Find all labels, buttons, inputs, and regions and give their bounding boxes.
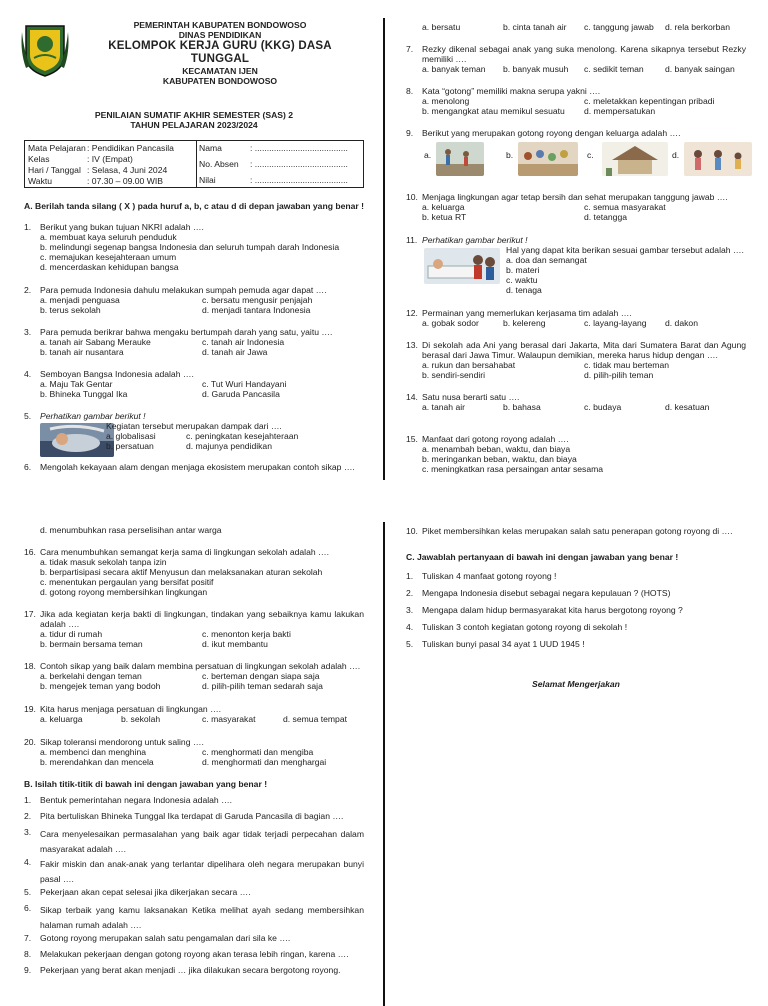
info-box-divider <box>196 141 197 187</box>
option-a[interactable]: a. tanah air Sabang Merauke <box>40 337 151 347</box>
essay-item[interactable] <box>406 622 746 639</box>
option-a[interactable]: a. gobak sodor <box>422 318 479 328</box>
header-line-2: DINAS PENDIDIKAN <box>178 30 262 40</box>
question-number: 8. <box>406 86 414 96</box>
option-d[interactable]: d. tanah air Jawa <box>202 347 268 357</box>
option-a[interactable]: a. banyak teman <box>422 64 486 74</box>
question-15 <box>406 434 746 474</box>
option-c[interactable]: c. masyarakat <box>202 714 256 724</box>
question-sub-stem: Kegiatan tersebut merupakan dampak dari …. <box>106 421 282 431</box>
question-stem: Sikap toleransi mendorong untuk saling …. <box>40 737 204 747</box>
section-b-heading: B. Isilah titik-titik di bawah ini dengan jawaban yang benar ! <box>24 779 268 789</box>
question-stem: Perhatikan gambar berikut ! <box>422 235 528 245</box>
info-kelas-value: : IV (Empat) <box>87 154 133 164</box>
option-d[interactable]: d. ikut membantu <box>202 639 268 649</box>
info-absen-label: No. Absen <box>199 159 239 169</box>
option-b[interactable]: b. terus sekolah <box>40 305 101 315</box>
closing-message: Selamat Mengerjakan <box>532 679 620 689</box>
question-10 <box>406 192 746 222</box>
option-c[interactable]: c. meletakkan kepentingan pribadi <box>584 96 715 106</box>
question-number: 18. <box>24 661 36 671</box>
option-c[interactable]: c. tanah air Indonesia <box>202 337 285 347</box>
fill-item-10[interactable] <box>406 526 746 536</box>
option-a[interactable]: a. membenci dan menghina <box>40 747 147 757</box>
question-stem: Di sekolah ada Ani yang berasal dari Jakarta, Mita dari Sumatera Barat dan Agung berasal dari Jawa Timur. Walaupun demikian, mereka harus hidup dengan …. <box>422 340 746 360</box>
option-c[interactable]: c. menghormati dan mengiba <box>202 747 314 757</box>
question-number: 4. <box>24 369 32 379</box>
column-divider-top <box>383 18 385 480</box>
exam-title-line-2: TAHUN PELAJARAN 2023/2024 <box>130 120 258 130</box>
info-nilai-field[interactable]: : ....................................... <box>250 175 348 185</box>
house-building-image[interactable] <box>602 142 668 176</box>
option-d[interactable]: d. pilih-pilih teman <box>584 370 654 380</box>
option-c[interactable]: c. <box>587 150 594 160</box>
header-line-3b: TUNGGAL <box>190 53 250 65</box>
info-nama-label: Nama <box>199 143 222 153</box>
option-d[interactable]: d. majunya pendidikan <box>186 441 272 451</box>
item-number: 3. <box>406 605 414 615</box>
item-number: 1. <box>24 795 32 805</box>
option-b[interactable]: b. materi <box>506 265 540 275</box>
question-number: 12. <box>406 308 418 318</box>
option-a[interactable]: a. menambah beban, waktu, dan biaya <box>422 444 571 454</box>
option-c[interactable]: c. peningkatan kesejahteraan <box>186 431 299 441</box>
question-number: 19. <box>24 704 36 714</box>
question-stem: Manfaat dari gotong royong adalah …. <box>422 434 569 444</box>
option-d[interactable]: d. menjadi tantara Indonesia <box>202 305 311 315</box>
question-2 <box>24 285 364 315</box>
question-13 <box>406 340 746 380</box>
question-stem: Rezky dikenal sebagai anak yang suka menolong. Karena sikapnya tersebut Rezky memiliki …. <box>422 44 746 64</box>
option-a[interactable]: a. globalisasi <box>106 431 156 441</box>
student-info-box <box>24 140 364 188</box>
fill-item[interactable] <box>24 857 364 887</box>
option-d[interactable]: d. menghormati dan menghargai <box>202 757 327 767</box>
fill-item[interactable] <box>24 887 364 903</box>
option-b[interactable]: b. cinta tanah air <box>503 22 567 32</box>
family-cleaning-image[interactable] <box>436 142 484 176</box>
item-text: Tuliskan 3 contoh kegiatan gotong royong di sekolah ! <box>422 622 628 632</box>
item-number: 1. <box>406 571 414 581</box>
option-b[interactable]: b. meringankan beban, waktu, dan biaya <box>422 454 577 464</box>
question-20 <box>24 737 364 767</box>
option-b[interactable]: b. merendahkan dan mencela <box>40 757 154 767</box>
header-line-3: KELOMPOK KERJA GURU (KKG) DASA <box>108 40 332 52</box>
option-d[interactable]: d. mempersatukan <box>584 106 656 116</box>
info-nama-field[interactable]: : ....................................... <box>250 143 348 153</box>
question-sub-stem: Hal yang dapat kita berikan sesuai gambar tersebut adalah …. <box>506 245 744 255</box>
question-stem: Cara menumbuhkan semangat kerja sama di lingkungan sekolah adalah …. <box>40 547 330 557</box>
info-absen-field[interactable]: : ....................................... <box>250 159 348 169</box>
option-a[interactable]: a. berkelahi dengan teman <box>40 671 142 681</box>
option-a[interactable]: a. menjadi penguasa <box>40 295 120 305</box>
option-a[interactable]: a. Maju Tak Gentar <box>40 379 113 389</box>
item-number: 6. <box>24 903 32 913</box>
question-number: 1. <box>24 222 32 232</box>
question-number: 20. <box>24 737 36 747</box>
question-19 <box>24 704 364 724</box>
fill-item[interactable] <box>24 827 364 857</box>
question-8 <box>406 86 746 116</box>
question-stem: Kata “gotong” memiliki makna serupa yakni …. <box>422 86 601 96</box>
question-stem: Perhatikan gambar berikut ! <box>40 411 146 421</box>
option-b[interactable]: b. persatuan <box>106 441 154 451</box>
regency-emblem-logo <box>20 22 70 78</box>
option-d[interactable]: d. tenaga <box>506 285 542 295</box>
option-b[interactable]: b. sendiri-sendiri <box>422 370 486 380</box>
option-a[interactable]: a. keluarga <box>422 202 465 212</box>
option-c[interactable]: c. bersatu mengusir penjajah <box>202 295 313 305</box>
item-text: Pita bertuliskan Bhineka Tunggal Ika terdapat di Garuda Pancasila di bagian …. <box>40 811 344 821</box>
option-d[interactable]: d. rela berkorban <box>665 22 730 32</box>
question-number: 16. <box>24 547 36 557</box>
community-crowd-image[interactable] <box>518 142 578 176</box>
question-12 <box>406 308 746 328</box>
section-a-heading: A. Berilah tanda silang ( X ) pada huruf a, b, c atau d di depan jawaban yang benar ! <box>24 201 364 211</box>
option-c[interactable]: c. layang-layang <box>584 318 647 328</box>
question-number: 7. <box>406 44 414 54</box>
fill-item[interactable] <box>24 949 364 965</box>
question-number: 13. <box>406 340 418 350</box>
option-d[interactable]: d. mencerdaskan kehidupan bangsa <box>40 262 179 272</box>
item-text: Tuliskan 4 manfaat gotong royong ! <box>422 571 557 581</box>
question-number: 5. <box>24 411 32 421</box>
option-c[interactable]: c. memajukan kesejahteraan umum <box>40 252 177 262</box>
option-b[interactable]: b. banyak musuh <box>503 64 569 74</box>
option-c[interactable]: c. berteman dengan siapa saja <box>202 671 320 681</box>
item-number: 5. <box>406 639 414 649</box>
option-c[interactable]: c. menonton kerja bakti <box>202 629 291 639</box>
option-b[interactable]: b. mengangkat atau memikul sesuatu <box>422 106 565 116</box>
option-a[interactable]: a. keluarga <box>40 714 83 724</box>
item-text: Gotong royong merupakan salah satu pengamalan dari sila ke …. <box>40 933 291 943</box>
question-stem: Para pemuda berikrar bahwa mengaku bertumpah darah yang satu, yaitu …. <box>40 327 333 337</box>
option-d[interactable]: d. pilih-pilih teman sedarah saja <box>202 681 323 691</box>
option-d[interactable]: d. dakon <box>665 318 698 328</box>
option-a[interactable]: a. tanah air <box>422 402 465 412</box>
info-mapel-label: Mata Pelajaran <box>28 143 86 153</box>
option-c[interactable]: c. waktu <box>506 275 538 285</box>
item-number: 8. <box>24 949 32 959</box>
question-stem: Berikut yang merupakan gotong royong dengan keluarga adalah …. <box>422 128 681 138</box>
question-number: 9. <box>406 128 414 138</box>
essay-item[interactable] <box>406 605 746 622</box>
option-b[interactable]: b. sekolah <box>121 714 161 724</box>
info-nilai-label: Nilai <box>199 175 216 185</box>
question-stem: Semboyan Bangsa Indonesia adalah …. <box>40 369 194 379</box>
option-d[interactable]: d. menumbuhkan rasa perselisihan antar warga <box>40 525 222 535</box>
option-c[interactable]: c. menentukan pergaulan yang bersifat positif <box>40 577 214 587</box>
item-text: Fakir miskin dan anak-anak yang terlantar dipelihara oleh negara merupakan bunyi pasal …. <box>40 859 364 884</box>
question-17 <box>24 609 364 649</box>
option-a[interactable]: a. doa dan semangat <box>506 255 587 265</box>
essay-list <box>406 571 746 656</box>
info-hari-label: Hari / Tanggal <box>28 165 81 175</box>
question-stem: Permainan yang memerlukan kerjasama tim adalah …. <box>422 308 632 318</box>
option-b[interactable]: b. ketua RT <box>422 212 467 222</box>
question-number: 2. <box>24 285 32 295</box>
question-7 <box>406 44 746 74</box>
exam-title-line-1: PENILAIAN SUMATIF AKHIR SEMESTER (SAS) 2 <box>94 110 294 120</box>
item-text: Tuliskan bunyi pasal 34 ayat 1 UUD 1945 ! <box>422 639 585 649</box>
question-stem: Menjaga lingkungan agar tetap bersih dan sehat merupakan tanggung jawab …. <box>422 192 728 202</box>
option-a[interactable]: a. rukun dan bersahabat <box>422 360 516 370</box>
question-number: 10. <box>406 192 418 202</box>
essay-item[interactable] <box>406 639 746 656</box>
option-d[interactable]: d. Garuda Pancasila <box>202 389 280 399</box>
option-b[interactable]: b. <box>506 150 514 160</box>
question-6-option-d <box>24 525 364 535</box>
fill-in-list <box>24 795 364 981</box>
option-a[interactable]: a. tidur di rumah <box>40 629 103 639</box>
item-number: 7. <box>24 933 32 943</box>
question-11 <box>406 235 746 297</box>
question-stem: Jika ada kegiatan kerja bakti di lingkungan, tindakan yang sebaiknya kamu lakukan adalah …. <box>40 609 364 629</box>
question-stem: Berikut yang bukan tujuan NKRI adalah …. <box>40 222 204 232</box>
header-line-5: KABUPATEN BONDOWOSO <box>162 76 278 86</box>
item-number: 3. <box>24 827 32 837</box>
item-text: Pekerjaan akan cepat selesai jika dikerjakan secara …. <box>40 887 251 897</box>
option-c[interactable]: c. Tut Wuri Handayani <box>202 379 287 389</box>
question-number: 15. <box>406 434 418 444</box>
exam-title <box>24 110 364 130</box>
item-number: 2. <box>24 811 32 821</box>
fill-item[interactable] <box>24 811 364 827</box>
item-number: 4. <box>406 622 414 632</box>
section-c-heading: C. Jawablah pertanyaan di bawah ini dengan jawaban yang benar ! <box>406 552 679 562</box>
item-text: Mengapa Indonesia disebut sebagai negara kepulauan ? (HOTS) <box>422 588 671 598</box>
item-text: Piket membersihkan kelas merupakan salah satu penerapan gotong royong di …. <box>422 526 733 536</box>
option-d[interactable]: d. <box>672 150 680 160</box>
item-text: Cara menyelesaikan permasalahan yang baik agar tidak terjadi perpecahan dalam masyarakat adalah …. <box>40 829 364 854</box>
option-a[interactable]: a. tidak masuk sekolah tanpa izin <box>40 557 167 567</box>
question-18 <box>24 661 364 691</box>
essay-item[interactable] <box>406 588 746 605</box>
item-text: Mengapa dalam hidup bermasyarakat kita harus bergotong royong ? <box>422 605 683 615</box>
item-text: Bentuk pemerintahan negara Indonesia adalah …. <box>40 795 233 805</box>
column-divider-bottom <box>383 522 385 1006</box>
item-number: 10. <box>406 526 418 536</box>
sick-friend-visit-image <box>424 248 500 284</box>
option-a[interactable]: a. membuat kaya seluruh penduduk <box>40 232 177 242</box>
header-line-4: KECAMATAN IJEN <box>182 66 258 76</box>
item-number: 4. <box>24 857 32 867</box>
info-hari-value: : Selasa, 4 Juni 2024 <box>87 165 168 175</box>
question-number: 3. <box>24 327 32 337</box>
question-stem: Satu nusa berarti satu …. <box>422 392 520 402</box>
option-c[interactable]: c. tidak mau berteman <box>584 360 670 370</box>
option-c[interactable]: c. sedikit teman <box>584 64 644 74</box>
question-number: 6. <box>24 462 32 472</box>
question-16 <box>24 547 364 597</box>
question-14 <box>406 392 746 412</box>
option-a[interactable]: a. <box>424 150 432 160</box>
info-mapel-value: : Pendidikan Pancasila <box>87 143 174 153</box>
header-line-1: PEMERINTAH KABUPATEN BONDOWOSO <box>133 20 307 30</box>
option-c[interactable]: c. budaya <box>584 402 622 412</box>
option-b[interactable]: b. mengejek teman yang bodoh <box>40 681 161 691</box>
item-text: Sikap terbaik yang kamu laksanakan Ketika melihat ayah sedang membersihkan halaman rumah adalah …. <box>40 905 364 930</box>
option-d[interactable]: d. gotong royong membersihkan lingkungan <box>40 587 208 597</box>
question-stem: Kita harus menjaga persatuan di lingkungan …. <box>40 704 222 714</box>
fill-item[interactable] <box>24 965 364 981</box>
question-number: 17. <box>24 609 36 619</box>
info-waktu-label: Waktu <box>28 176 53 186</box>
fill-item[interactable] <box>24 903 364 933</box>
option-b[interactable]: b. berpartisipasi secara aktif Menyusun dan melaksanakan aturan sekolah <box>40 567 323 577</box>
flood-sleeping-child-image <box>40 423 114 457</box>
question-1 <box>24 222 364 272</box>
option-d[interactable]: d. semua tempat <box>283 714 348 724</box>
question-3 <box>24 327 364 357</box>
question-4 <box>24 369 364 399</box>
question-stem: Mengolah kekayaan alam dengan menjaga ekosistem merupakan contoh sikap …. <box>40 462 355 472</box>
option-a[interactable]: a. bersatu <box>422 22 461 32</box>
option-a[interactable]: a. menolong <box>422 96 470 106</box>
question-stem: Para pemuda Indonesia dahulu melakukan sumpah pemuda agar dapat …. <box>40 285 327 295</box>
item-text: Melakukan pekerjaan dengan gotong royong akan terasa lebih ringan, karena …. <box>40 949 349 959</box>
option-d[interactable]: d. kesatuan <box>665 402 710 412</box>
question-6-options <box>406 22 746 32</box>
question-9 <box>406 128 746 180</box>
option-c[interactable]: c. semua masyarakat <box>584 202 666 212</box>
essay-item[interactable] <box>406 571 746 588</box>
info-waktu-value: : 07.30 – 09.00 WIB <box>87 176 163 186</box>
item-number: 5. <box>24 887 32 897</box>
option-b[interactable]: b. tanah air nusantara <box>40 347 124 357</box>
option-c[interactable]: c. meningkatkan rasa persaingan antar sesama <box>422 464 604 474</box>
fill-item[interactable] <box>24 933 364 949</box>
option-b[interactable]: b. bahasa <box>503 402 541 412</box>
option-d[interactable]: d. tetangga <box>584 212 628 222</box>
fill-item[interactable] <box>24 795 364 811</box>
option-b[interactable]: b. bermain bersama teman <box>40 639 143 649</box>
option-c[interactable]: c. tanggung jawab <box>584 22 654 32</box>
option-b[interactable]: b. Bhineka Tunggal Ika <box>40 389 128 399</box>
question-6 <box>24 462 364 472</box>
item-number: 2. <box>406 588 414 598</box>
document-header <box>70 20 370 86</box>
question-stem: Contoh sikap yang baik dalam membina persatuan di lingkungan sekolah adalah …. <box>40 661 361 671</box>
question-number: 14. <box>406 392 418 402</box>
family-at-home-image[interactable] <box>684 142 752 176</box>
option-b[interactable]: b. melindungi segenap bangsa Indonesia dan seluruh tumpah darah Indonesia <box>40 242 340 252</box>
question-5 <box>24 411 364 461</box>
option-b[interactable]: b. kelereng <box>503 318 546 328</box>
info-kelas-label: Kelas <box>28 154 50 164</box>
item-number: 9. <box>24 965 32 975</box>
question-number: 11. <box>406 235 418 245</box>
option-d[interactable]: d. banyak saingan <box>665 64 735 74</box>
item-text: Pekerjaan yang berat akan menjadi … jika dilakukan secara bergotong royong. <box>40 965 341 975</box>
